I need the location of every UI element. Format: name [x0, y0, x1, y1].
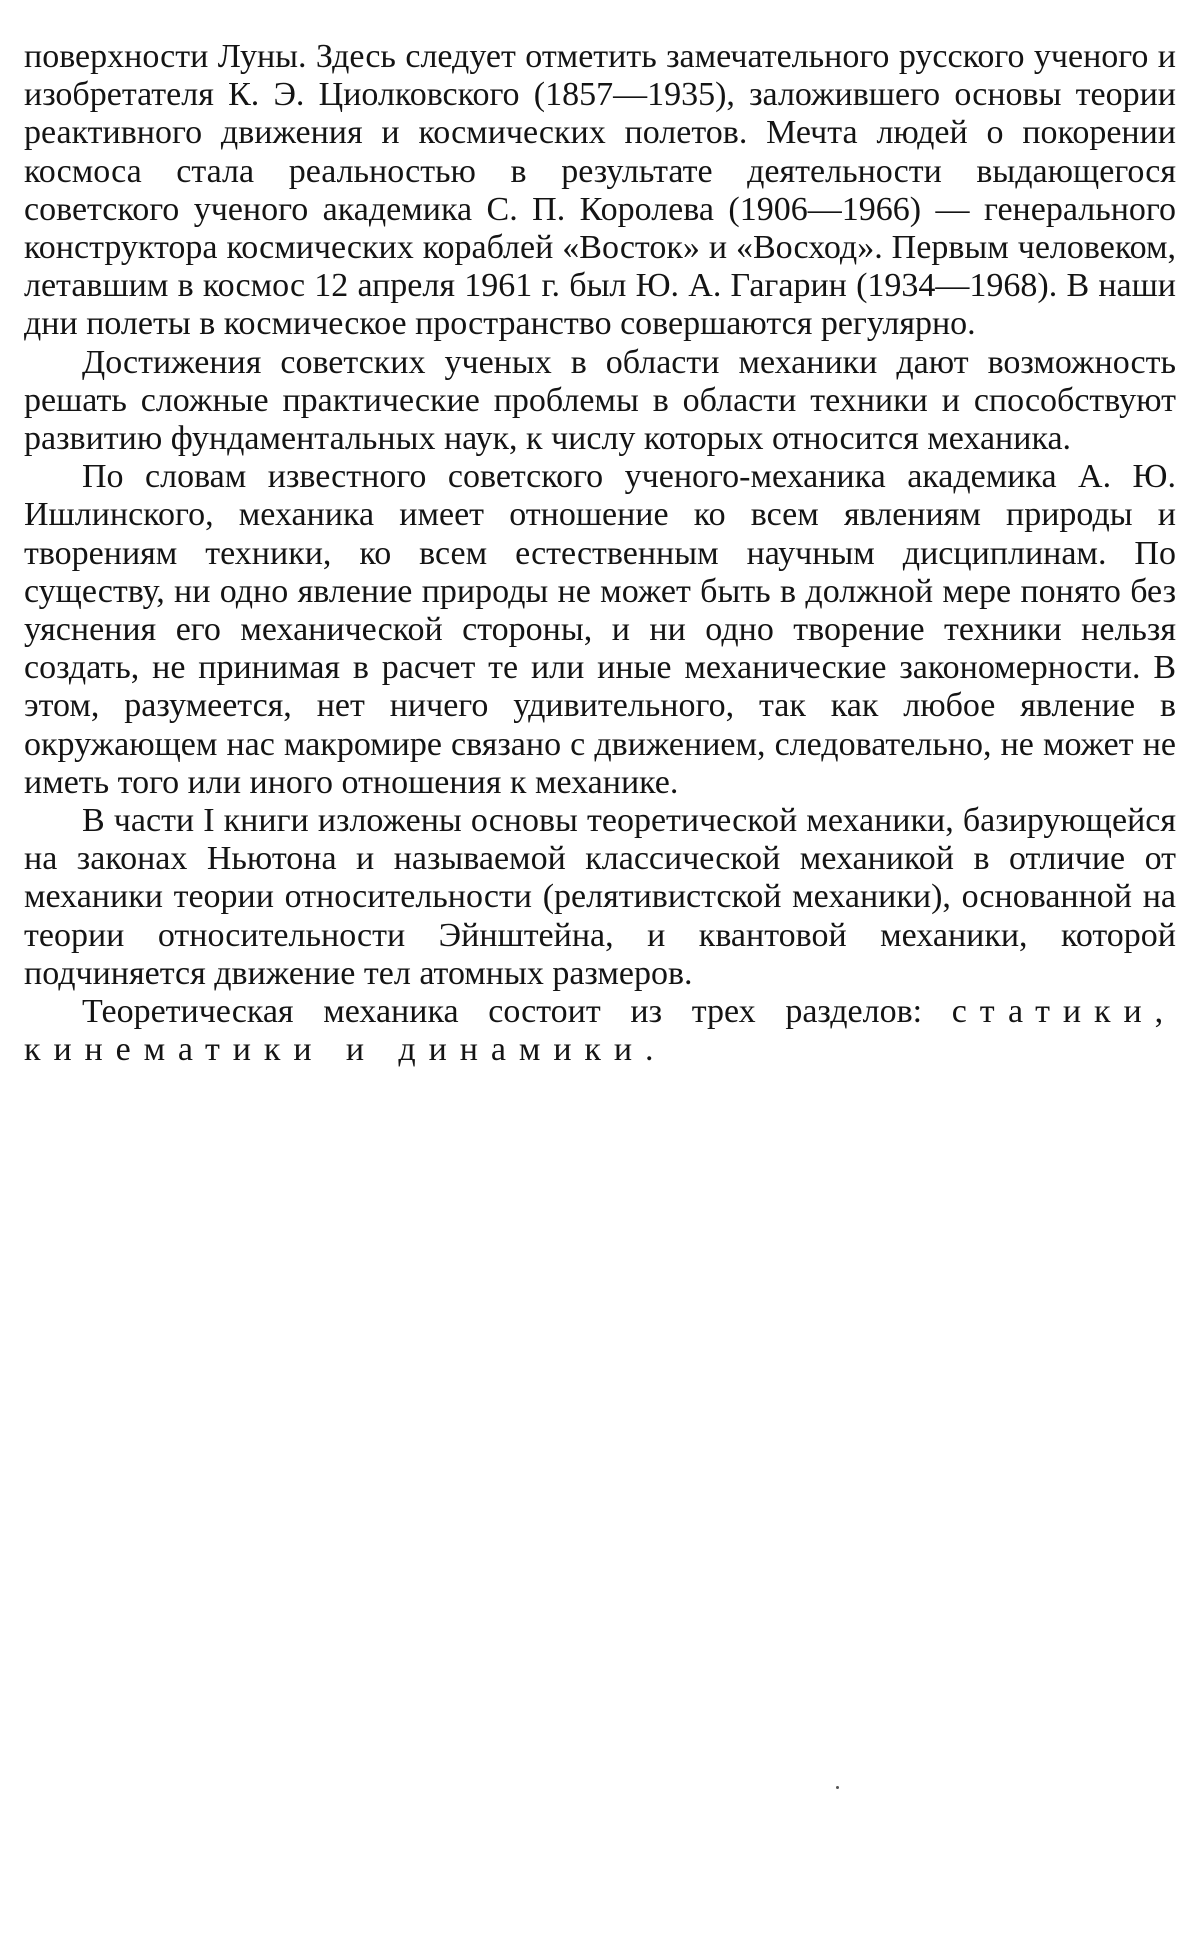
- scan-speck: [836, 1786, 839, 1789]
- paragraph-2: Достижения советских ученых в области механики дают возможность решать сложные практические проблемы в области техники и способствуют развитию фундаментальных наук, к числу которых относится механика.: [24, 343, 1176, 458]
- paragraph-1: поверхности Луны. Здесь следует отметить замечательного русского ученого и изобретателя К. Э. Циолковского (1857—1935), заложившего основы теории реактивного движения и космических полетов. Мечта людей о покорении космоса стала реальностью в результате деятельности выдающегося советского ученого академика С. П. Королева (1906—1966) — генерального конструктора космических кораблей «Восток» и «Восход». Первым человеком, летавшим в космос 12 апреля 1961 г. был Ю. А. Гагарин (1934—1968). В наши дни полеты в космическое пространство совершаются регулярно.: [24, 38, 1176, 343]
- page-text: [24, 38, 1176, 1069]
- paragraph-5-spaced-terms: статики, кинематики и динамики.: [24, 993, 1176, 1069]
- paragraph-3: По словам известного советского ученого-механика академика А. Ю. Ишлинского, механика имеет отношение ко всем явлениям природы и творениям техники, ко всем естественным научным дисциплинам. По существу, ни одно явление природы не может быть в должной мере понято без уяснения его механической стороны, и ни одно творение техники нельзя создать, не принимая в расчет те или иные механические закономерности. В этом, разумеется, нет ничего удивительного, так как любое явление в окружающем нас макромире связано с движением, следовательно, не может не иметь того или иного отношения к механике.: [24, 458, 1176, 801]
- paragraph-5-lead: Теоретическая механика состоит из трех разделов:: [82, 993, 952, 1031]
- paragraph-4: В части I книги изложены основы теоретической механики, базирующейся на законах Ньютона и называемой классической механикой в отличие от механики теории относительности (релятивистской механики), основанной на теории относительности Эйнштейна, и квантовой механики, которой подчиняется движение тел атомных размеров.: [24, 802, 1176, 992]
- paragraph-5: [24, 993, 1176, 1069]
